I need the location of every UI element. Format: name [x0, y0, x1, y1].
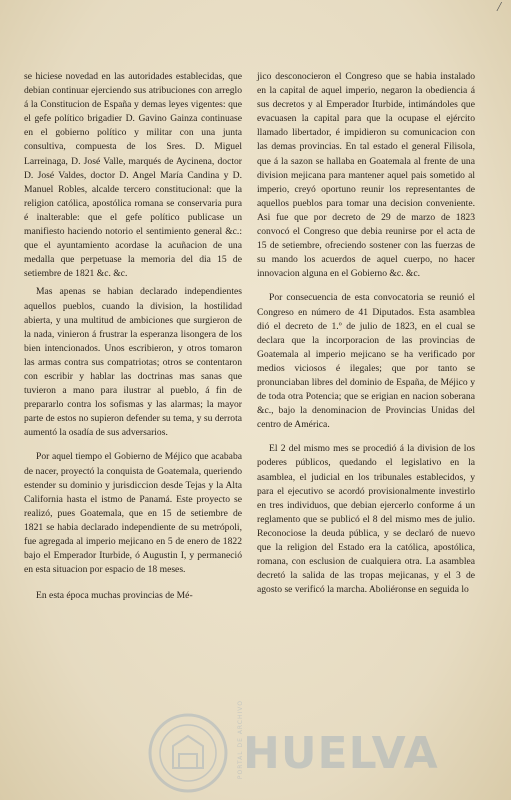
left-paragraph-3: Por aquel tiempo el Gobierno de Méjico que acababa de nacer, proyectó la conquista de Goatemala, queriendo estender su dominio y jurisdiccion desde Tejas y la Alta California hasta el istmo de Panamá. Este proyecto se realizó, pues Goatemala, que en 15 de setiembre de 1821 se habia declarado independiente de su metrópoli, fue agregada al imperio mejicano en 5 de enero de 1822 bajo el Emperador Iturbide, ó Augustin I, y permaneció en esta situacion por espacio de 18 meses.: [24, 451, 242, 576]
watermark-side-text: PORTAL DE ARCHIVO: [237, 700, 244, 780]
left-paragraph-4: En esta época muchas provincias de Mé-: [36, 590, 193, 602]
right-column: [257, 70, 475, 597]
archive-seal-icon: [145, 710, 231, 796]
archive-watermark: [145, 690, 505, 800]
right-paragraph-1: jico desconocieron el Congreso que se habia instalado en la capital de aquel imperio, negaron la obediencia á sus decretos y al Emperador Iturbide, intimándoles que evacuasen la capital para que la ocupase el ejército llamado libertador, é impidieron su comunicacion con las demas provincias. En tal estado el general Filisola, que á la sazon se hallaba en Goatemala al frente de una division mejicana para mantener aquel pais sometido al imperio, creyó oportuno reunir los representantes de aquellos pueblos para tomar una decision conveniente. Asi fue que por decreto de 29 de marzo de 1823 convocó el Congreso que debia reunirse por el acta de 15 de setiembre, ofreciendo sostener con las fuerzas de su mando los acuerdos de aquel cuerpo, no hacer innovacion alguna en el Gobierno &c. &c.: [257, 71, 475, 280]
left-paragraph-2: Mas apenas se habian declarado independientes aquellos pueblos, cuando la division, la hostilidad abierta, y una multitud de ambiciones que surgieron de la nada, vinieron á frustrar la esperanza lisongera de los bien intencionados. Unos escribieron, y otros tomaron las armas contra sus compatriotas; otros se contentaron con escribir y hablar las doctrinas mas sanas que tuvieron a mano para ilustrar al pueblo, á fin de prepararlo contra los sofismas y las alarmas; la mayor parte de estos no supieron defender su tema, y su derrota aumentó la osadía de sus adversarios.: [24, 286, 242, 439]
left-paragraph-1: se hiciese novedad en las autoridades establecidas, que debian continuar ejerciendo sus atribuciones con arreglo á la Constitucion de España y demas leyes vigentes: que el gefe político brigadier D. Gavino Gainza continuase en el gobierno político y militar con una junta consultiva, compuesta de los Sres. D. Miguel Larreinaga, D. José Valle, marqués de Aycinena, doctor D. José Valdes, doctor D. Angel María Candina y D. Manuel Robles, alcalde tercero constitucional: que la religion católica, apostólica romana se conservaria pura é inalterable: que el gefe político publicase un manifiesto haciendo notorio el sentimiento general &c.: que el ayuntamiento acordase la acuñacion de una medalla que perpetuase la memoria del dia 15 de setiembre de 1821 &c. &c.: [24, 71, 242, 280]
corner-mark: /: [497, 0, 501, 15]
watermark-text: HUELVA: [243, 728, 439, 779]
right-paragraph-3: El 2 del mismo mes se procedió á la division de los poderes públicos, quedando el legislativo en la asamblea, el judicial en los tribunales establecidos, y para el ejecutivo se acordó provisionalmente investirlo en tres individuos, que debian ejercerlo conforme á un reglamento que se publicó el 8 del mismo mes de julio. Reconociose la deuda pública, y se declaró de nuevo que la religion del Estado era la católica, apostólica, romana, con esclusion de cualquiera otra. La asamblea decretó la salida de las tropas mejicanas, y el 3 de agosto se verificó la marcha. Aboliéronse en seguida lo: [257, 443, 475, 596]
left-column: [24, 70, 242, 603]
right-paragraph-2: Por consecuencia de esta convocatoria se reunió el Congreso en número de 41 Diputados. Esta asamblea dió el decreto de 1.º de julio de 1823, en el cual se declara que la incorporacion de las provincias de Goatemala al imperio mejicano se ha verificado por medios viciosos é ilegales; que por tanto se pronunciaban libres del dominio de España, de Méjico y de toda otra Potencia; que se erigian en nacion soberana &c., bajo la denominacion de Provincias Unidas del centro de América.: [257, 292, 475, 431]
